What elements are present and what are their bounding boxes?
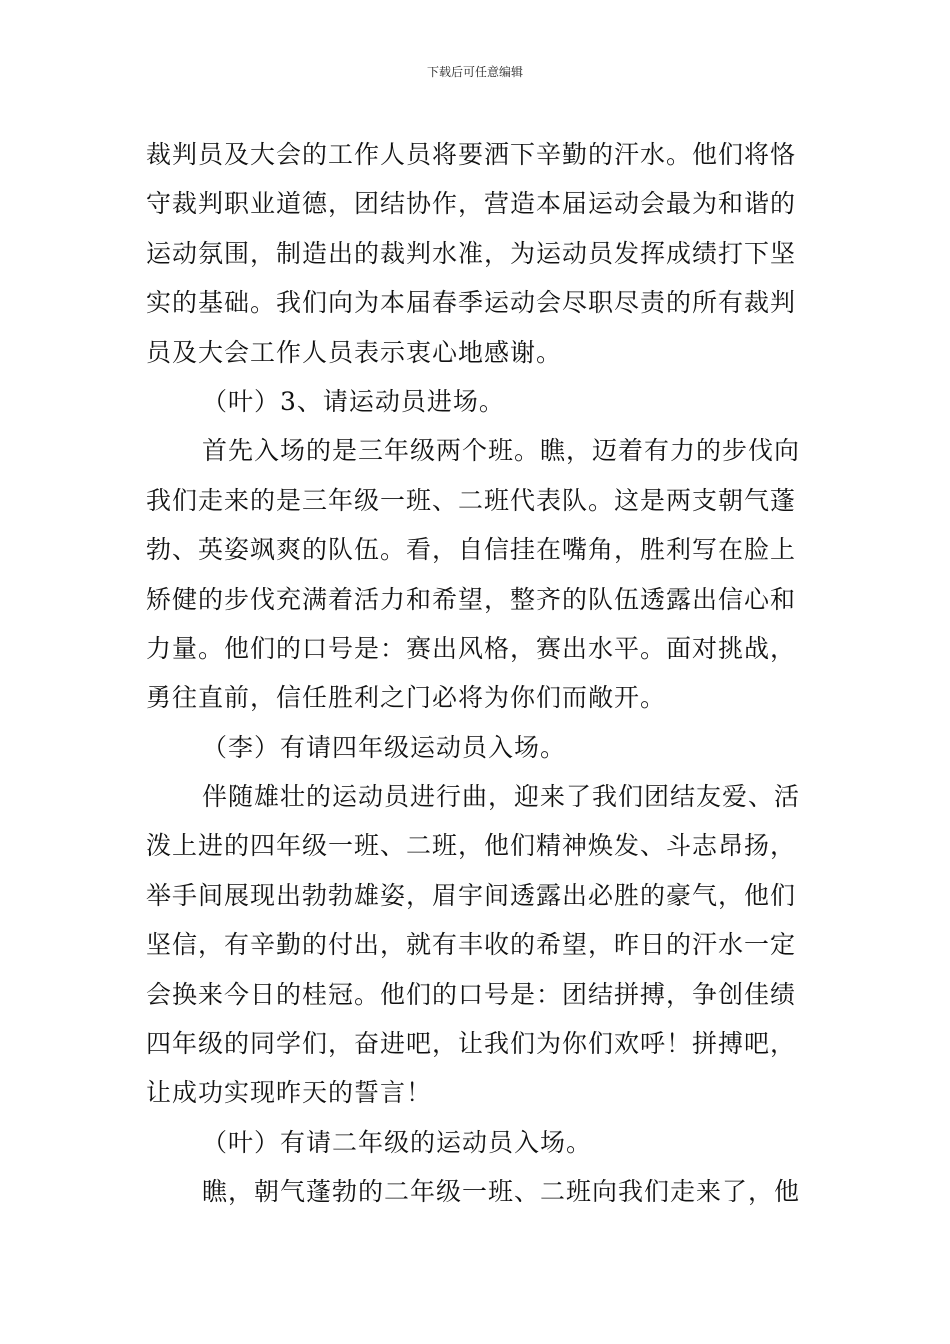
text-line: 实的基础。我们向为本届春季运动会尽职尽责的所有裁判	[146, 288, 797, 318]
text-line: 矫健的步伐充满着活力和希望，整齐的队伍透露出信心和	[146, 584, 797, 614]
text-line: 力量。他们的口号是：赛出风格，赛出水平。面对挑战，	[146, 633, 797, 663]
text-line: 勃、英姿飒爽的队伍。看，自信挂在嘴角，胜利写在脸上	[146, 535, 797, 565]
text-line: （李）有请四年级运动员入场。	[202, 732, 567, 762]
text-line: 瞧，朝气蓬勃的二年级一班、二班向我们走来了，他	[202, 1177, 801, 1207]
text-line: （叶）3、请运动员进场。	[202, 386, 505, 416]
text-line: 泼上进的四年级一班、二班，他们精神焕发、斗志昂扬，	[146, 831, 797, 861]
text-line: 运动氛围，制造出的裁判水准，为运动员发挥成绩打下坚	[146, 238, 797, 268]
text-line: 员及大会工作人员表示衷心地感谢。	[146, 337, 563, 367]
text-line: 坚信，有辛勤的付出，就有丰收的希望，昨日的汗水一定	[146, 930, 797, 960]
text-line: 守裁判职业道德，团结协作，营造本届运动会最为和谐的	[146, 189, 797, 219]
text-line: 让成功实现昨天的誓言！	[146, 1078, 433, 1108]
text-line: （叶）有请二年级的运动员入场。	[202, 1127, 593, 1157]
text-line: 裁判员及大会的工作人员将要洒下辛勤的汗水。他们将恪	[146, 140, 797, 169]
text-line: 勇往直前，信任胜利之门必将为你们而敞开。	[146, 683, 667, 713]
document-body	[146, 130, 810, 1217]
text-line: 举手间展现出勃勃雄姿，眉宇间透露出必胜的豪气，他们	[146, 880, 797, 910]
text-line: 会换来今日的桂冠。他们的口号是：团结拼搏，争创佳绩	[146, 979, 797, 1009]
page-header-note: 下载后可任意编辑	[426, 65, 523, 79]
text-line: 首先入场的是三年级两个班。瞧，迈着有力的步伐向	[202, 436, 801, 466]
text-line: 伴随雄壮的运动员进行曲，迎来了我们团结友爱、活	[202, 782, 801, 812]
text-line: 我们走来的是三年级一班、二班代表队。这是两支朝气蓬	[146, 485, 797, 515]
text-line: 四年级的同学们，奋进吧，让我们为你们欢呼！拼搏吧，	[146, 1029, 797, 1059]
